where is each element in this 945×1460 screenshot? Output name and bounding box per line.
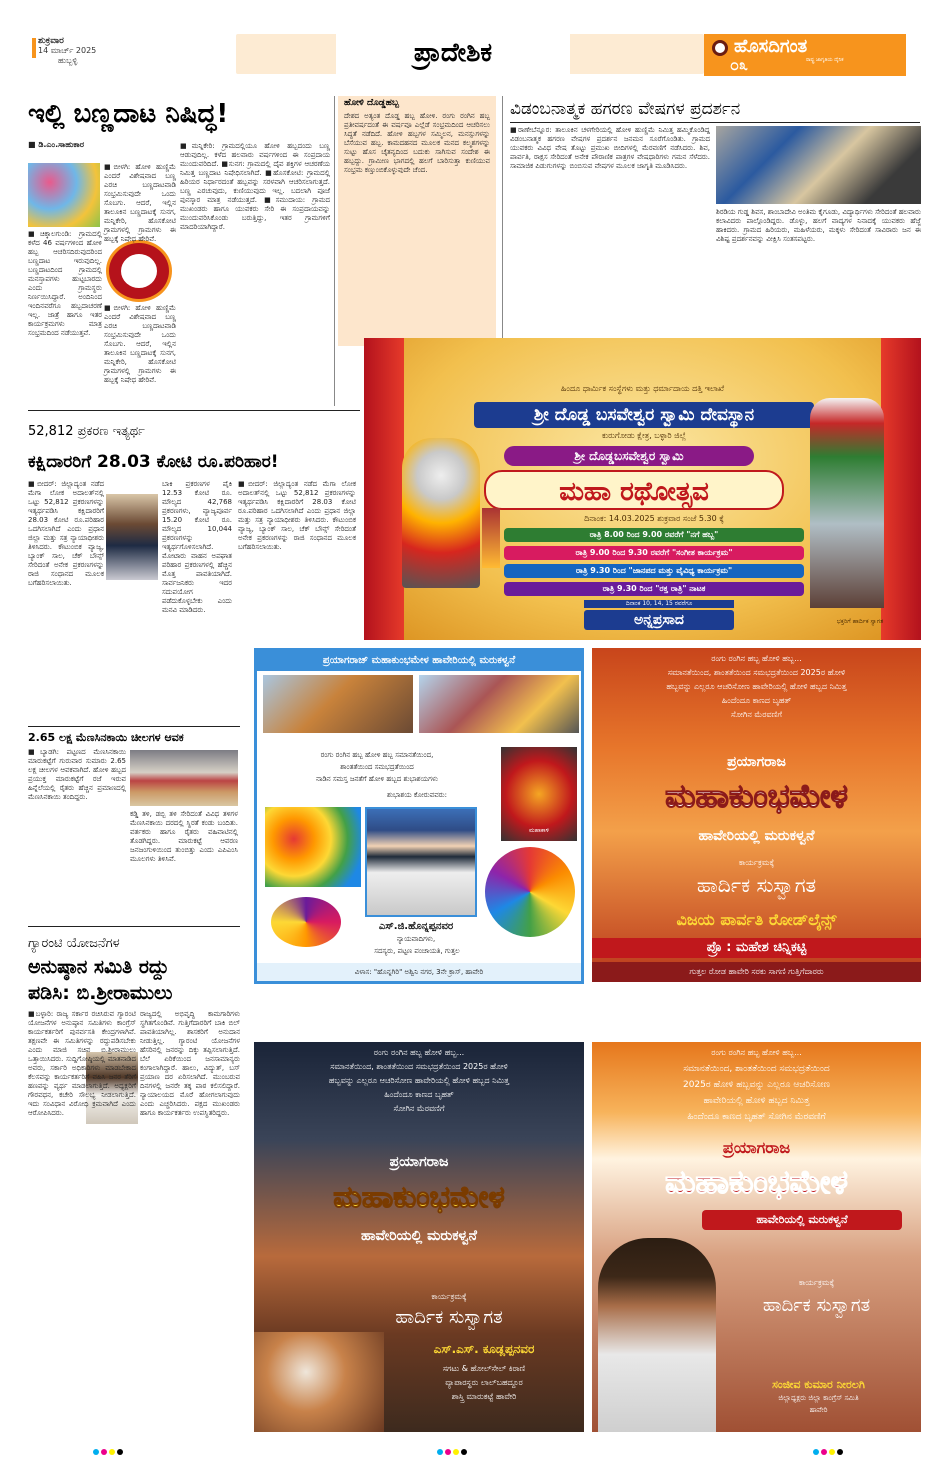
- bags-col1: ■ಬ್ಯಾಡಗಿ: ಪಟ್ಟಣದ ಮೆಣಸಿನಕಾಯಿ ಮಾರುಕಟ್ಟೆಗೆ ಗುರುವಾರ ಸುಮಾರು 2.65 ಲಕ್ಷ ಚೀಲಗಳ ಆವಕವಾಗಿದೆ. ಹೋಳಿ ಹಬ್ಬದ ಪ್ರಯುಕ್ತ ಮಾರುಕಟ್ಟೆಗೆ ರಜೆ ಇರುವ ಹಿನ್ನೆಲೆಯಲ್ಲಿ ರೈತರು ಹೆಚ್ಚಿನ ಪ್ರಮಾಣದಲ್ಲಿ ಮೆಣಸಿನಕಾಯಿ ತಂದಿದ್ದರು.: [28, 748, 126, 801]
- honnappa-address: ವಿಳಾಸ: "ಹೊನ್ನಗಿರಿ" ಅಶ್ವಿನಿ ನಗರ, 3ನೇ ಕ್ರಾಸ್, ಹಾವೇರಿ: [257, 963, 581, 981]
- temple-food: ಅನ್ನಪ್ರಸಾದ: [584, 610, 734, 630]
- judge-photo: [106, 494, 158, 580]
- temple-row-3: ರಾತ್ರಿ 9.30 ರಿಂದ "ಜಾನಪದ ಮತ್ತು ವೈವಿಧ್ಯ ಕಾರ್ಯಕ್ರಮ": [504, 564, 804, 578]
- kudlappa-line2: ವ್ಯಾಪಾರಸ್ಥರು ಲಾಲ್‌ಬಹದ್ದೂರ: [445, 1378, 523, 1387]
- temple-chariot-photo: [810, 398, 884, 608]
- vijaya-intro2: ಸಮಾನತೆಯಿಂದ, ಶಾಂತತೆಯಿಂದ ಸಮಭದ್ರತೆಯಿಂದ 2025ರ ಹೋಳಿ: [667, 668, 846, 677]
- temple-footer: ಭಕ್ತರಿಗೆ ಹಾರ್ದಿಕ ಸ್ವಾಗತ: [836, 618, 884, 625]
- sanjeev-intro2: ಸಮಾನತೆಯಿಂದ, ಶಾಂತತೆಯಿಂದ ಸಮಭದ್ರತೆಯಿಂದ: [683, 1064, 830, 1074]
- sanjeev-intro3: 2025ರ ಹೋಳಿ ಹಬ್ಬವನ್ನು ಎಲ್ಲರೂ ಆಚರಿಸೋಣ: [682, 1080, 831, 1090]
- honnappa-role2: ಸದಸ್ಯರು, ಪಟ್ಟಣ ಪಂಚಾಯತಿ, ಗುತ್ತಲ: [374, 947, 460, 955]
- sanjeev-city: ಹಾವೇರಿ: [809, 1406, 828, 1414]
- vijaya-program: ಕಾರ್ಯಕ್ರಮಕ್ಕೆ: [738, 858, 775, 867]
- colours-col1: ■ಬೀಳಗಿ: ಹೋಳಿ ಹುಣ್ಣಿಮೆ ಎಂದರೆ ವಿಶೇಷವಾದ ಬಣ್ಣ ಎರಚಿ ಬಣ್ಣದಾಟವಾಡಿ ಸಂಭ್ರಮಿಸುವುದೇ ಒಂದು ಸೊಬಗು. ಆದರೆ, ಇಲ್ಲಿನ ತಾಲೂಕಿನ ಬಣ್ಣದಾಟಕ್ಕೆ ಸುನಗ, ಮನ್ನಿಕೇರಿ, ಹೊಸಕೋಟಿ ಗ್ರಾಮಗಳಲ್ಲಿ ಗ್ರಾಮಗಳು ಈ ಹಬ್ಬಕ್ಕೆ ನಿಷೇಧ ಹೇರಿವೆ.: [104, 163, 176, 243]
- paper-logo-seal: [712, 40, 728, 56]
- colours-logo-inner: [121, 254, 157, 288]
- day-label: ಶುಕ್ರವಾರ: [38, 36, 64, 46]
- temple-place: ಕುರುಗೋಡು ಕ್ಷೇತ್ರ, ಬಳ್ಳಾರಿ ಜಿಲ್ಲೆ: [602, 431, 686, 440]
- vijaya-intro4: ಹಿಂದೆಂದೂ ಕಾಣದ ಬೃಹತ್: [721, 696, 792, 705]
- vijaya-footer: ಗುತ್ತಲ ರೋಡ ಹಾವೇರಿ ಸರಕು ಸಾಗಣಿ ಗುತ್ತಿಗೆದಾರರು: [592, 962, 921, 982]
- holi-box-title: ಹೋಳಿ ದೊಡ್ಡಹಬ್ಬ: [344, 98, 399, 108]
- compensation-col1: ■ಬೀದರ್: ಜಿಲ್ಲಾದ್ಯಂತ ನಡೆದ ಮೆಗಾ ಲೋಕ ಅದಾಲತ್‌ನಲ್ಲಿ ಒಟ್ಟು 52,812 ಪ್ರಕರಣಗಳನ್ನು ಇತ್ಯರ್ಥಪಡಿಸಿ ಕಕ್ಷಿದಾರರಿಗೆ 28.03 ಕೋಟಿ ರೂ.ಪರಿಹಾರ ಒದಗಿಸಲಾಗಿದೆ ಎಂದು ಪ್ರಧಾನ ಜಿಲ್ಲಾ ಮತ್ತು ಸತ್ರ ನ್ಯಾಯಾಧೀಶರು ತಿಳಿಸಿದರು. ಕೌಟುಂಬಿಕ ವ್ಯಾಜ್ಯ, ಬ್ಯಾಂಕ್ ಸಾಲ, ಚೆಕ್ ಬೌನ್ಸ್ ಸೇರಿದಂತೆ ಅನೇಕ ಪ್ರಕರಣಗಳನ್ನು ರಾಜಿ ಸಂಧಾನದ ಮೂಲಕ ಬಗೆಹರಿಸಲಾಯಿತು.: [28, 480, 104, 587]
- sadhu-photo: [254, 1332, 384, 1432]
- colours-logo-badge: [106, 240, 172, 302]
- temple-row-2: ರಾತ್ರಿ 9.00 ರಿಂದ 9.30 ರವರೆಗೆ "ಸಂಗೀತ ಕಾರ್ಯಕ್ರಮ": [504, 546, 804, 560]
- honnappa-line3: ನಾಡಿನ ಸಮಸ್ತ ಜನತೆಗೆ ಹೋಳಿ ಹಬ್ಬದ ಶುಭಾಶಯಗಳು: [316, 775, 438, 783]
- compensation-headline: ಕಕ್ಷಿದಾರರಿಗೆ 28.03 ಕೋಟಿ ರೂ.ಪರಿಹಾರ!: [28, 452, 279, 472]
- vijaya-prayag: ಪ್ರಯಾಗರಾಜ: [727, 754, 786, 770]
- costume-rule: [510, 122, 920, 123]
- rule-bags: [28, 726, 240, 727]
- sanjeev-intro1: ರಂಗು ರಂಗಿನ ಹಬ್ಬ ಹೋಳಿ ಹಬ್ಬ...: [711, 1048, 802, 1057]
- honnappa-ad: [254, 648, 584, 984]
- swirl-art: [271, 897, 341, 947]
- sanjeev-role: ಜಿಲ್ಲಾಧ್ಯಕ್ಷರು ಜಿಲ್ಲಾ ಕಾಂಗ್ರೆಸ್ ಸಮಿತಿ: [778, 1394, 859, 1402]
- honnappa-line1: ರಂಗು ರಂಗಿನ ಹಬ್ಬ ಹೋಳಿ ಹಬ್ಬ ಸಮಾನತೆಯಿಂದ,: [320, 751, 434, 759]
- masthead: [0, 0, 945, 92]
- kudlappa-intro3: ಹಬ್ಬವನ್ನು ಎಲ್ಲರೂ ಆಚರಿಸೋಣ ಹಾವೇರಿಯಲ್ಲಿ ಹೋಳಿ ಹಬ್ಬದ ನಿಮಿತ್ತ: [328, 1076, 510, 1085]
- sanjeev-name: ಸಂಜೀವ ಕುಮಾರ ನೀರಲಗಿ: [772, 1378, 865, 1391]
- paper-name: ಹೊಸದಿಗಂತ: [734, 36, 808, 57]
- kudlappa-intro5: ಸೋಗಿನ ಮೆರವಣಿಗೆ: [393, 1104, 445, 1113]
- bags-headline: 2.65 ಲಕ್ಷ ಮೆಣಸಿನಕಾಯಿ ಚೀಲಗಳ ಆವಕ: [28, 731, 184, 744]
- rule-compensation: [28, 410, 360, 411]
- print-marks-right: [812, 1440, 844, 1459]
- colours-col1b: ■ಚಿಕ್ಕಾಲಗುಂಡಿ: ಗ್ರಾಮದಲ್ಲಿ ಕಳೆದ 46 ವರ್ಷಗಳಿಂದ ಹೋಳಿ ಹಬ್ಬ ಆಚರಿಸದಿರುವುದರಿಂದ ಬಣ್ಣದಾಟ ಇರುವುದಿಲ್ಲ. ಬಣ್ಣದಾಟದಿಂದ ಗ್ರಾಮದಲ್ಲಿ ಮನಸ್ತಾಪಗಳು ಹುಟ್ಟಬಾರದು ಎಂದು ಗ್ರಾಮಸ್ಥರು ನಿರ್ಣಯಿಸಿದ್ದಾರೆ. ಅಂದಿನಿಂದ ಇಂದಿನವರೆಗೂ ಹಬ್ಬದಾಚರಣೆ ಇಲ್ಲ. ಜಾತ್ರೆ ಹಾಗೂ ಇತರ ಕಾರ್ಯಕ್ರಮಗಳು ಮಾತ್ರ ಸಂಭ್ರಮದಿಂದ ನಡೆಯುತ್ತವೆ.: [28, 230, 102, 337]
- temple-date: ದಿನಾಂಕ: 14.03.2025 ಶುಕ್ರವಾರ ಸಂಜೆ 5.30 ಕ್ಕೆ: [584, 514, 724, 523]
- temple-event: ಮಹಾ ರಥೋತ್ಸವ: [484, 470, 784, 510]
- compensation-kicker: 52,812 ಪ್ರಕರಣ ಇತ್ಯರ್ಥ: [28, 424, 145, 439]
- sanjeev-sub: ಹಾವೇರಿಯಲ್ಲಿ ಮರುಕಳ್ವನೆ: [702, 1210, 902, 1230]
- temple-curtain-right: [881, 338, 921, 640]
- kudlappa-ad: [254, 1042, 584, 1432]
- compensation-col3: ■ಬೀದರ್: ಜಿಲ್ಲಾದ್ಯಂತ ನಡೆದ ಮೆಗಾ ಲೋಕ ಅದಾಲತ್‌ನಲ್ಲಿ ಒಟ್ಟು 52,812 ಪ್ರಕರಣಗಳನ್ನು ಇತ್ಯರ್ಥಪಡಿಸಿ ಕಕ್ಷಿದಾರರಿಗೆ 28.03 ಕೋಟಿ ರೂ.ಪರಿಹಾರ ಒದಗಿಸಲಾಗಿದೆ ಎಂದು ಪ್ರಧಾನ ಜಿಲ್ಲಾ ಮತ್ತು ಸತ್ರ ನ್ಯಾಯಾಧೀಶರು ತಿಳಿಸಿದರು. ಕೌಟುಂಬಿಕ ವ್ಯಾಜ್ಯ, ಬ್ಯಾಂಕ್ ಸಾಲ, ಚೆಕ್ ಬೌನ್ಸ್ ಸೇರಿದಂತೆ ಅನೇಕ ಪ್ರಕರಣಗಳನ್ನು ರಾಜಿ ಸಂಧಾನದ ಮೂಲಕ ಬಗೆಹರಿಸಲಾಯಿತು.: [238, 480, 356, 551]
- temple-dates-small: ದಿನಾಂಕ 10, 14, 15 ರವರೆಗೂ: [584, 600, 734, 608]
- kudlappa-prayag: ಪ್ರಯಾಗರಾಜ: [389, 1154, 449, 1170]
- costume-text: ■ರಾಣೇಬೆನ್ನೂರ: ತಾಲೂಕಿನ ಚಳಗೇರಿಯಲ್ಲಿ ಹೋಳಿ ಹುಣ್ಣಿಮೆ ನಿಮಿತ್ತ ಹಮ್ಮಿಕೊಂಡಿದ್ದ ವಿಡಂಬನಾತ್ಮಕ ಹಗರಣ ವೇಷಗಳ ಪ್ರದರ್ಶನ ಜನಮನ ಸೂರೆಗೊಂಡಿತು. ಗ್ರಾಮದ ಯುವಕರು ವಿವಿಧ ವೇಷ ತೊಟ್ಟು ಪ್ರಮುಖ ಬೀದಿಗಳಲ್ಲಿ ಮೆರವಣಿಗೆ ನಡೆಸಿದರು. ಶಿವ, ಪಾರ್ವತಿ, ರಾಕ್ಷಸ ಸೇರಿದಂತೆ ಅನೇಕ ಪೌರಾಣಿಕ ಪಾತ್ರಗಳ ವೇಷಧಾರಿಗಳು ಗಮನ ಸೆಳೆದರು. ಸಾಮಾಜಿಕ ಪಿಡುಗುಗಳನ್ನು ಬಿಂಬಿಸುವ ವೇಷಗಳ ಮೂಲಕ ಜಾಗೃತಿ ಮೂಡಿಸಿದರು.: [510, 126, 710, 170]
- date-label: 14 ಮಾರ್ಚ್ 2025: [38, 46, 97, 55]
- paper-tagline: ರಾಷ್ಟ್ರ ಜಾಗೃತಿಯ ದೈನಿಕ: [806, 57, 844, 63]
- honnappa-header: ಪ್ರಯಾಗರಾಜ್ ಮಹಾಕುಂಭಮೇಳ ಹಾವೇರಿಯಲ್ಲಿ ಮರುಕಳ್ವನೆ: [257, 651, 581, 671]
- kudlappa-sub: ಹಾವೇರಿಯಲ್ಲಿ ಮರುಕಳ್ವನೆ: [361, 1228, 477, 1244]
- vijaya-firm: ವಿಜಯ ಪಾರ್ವತಿ ರೋಡ್‌ಲೈನ್ಸ್: [676, 910, 837, 929]
- kali-photo: [501, 747, 577, 841]
- colours-byline: ■ ಡಿ.ಎಂ.ಸಾಹುಕಾರ: [28, 140, 84, 149]
- temple-curtain-left: [364, 338, 404, 640]
- colours-photo: [28, 163, 100, 227]
- kudlappa-intro2: ಸಮಾನತೆಯಿಂದ, ಶಾಂತತೆಯಿಂದ ಸಮಭದ್ರತೆಯಿಂದ 2025ರ ಹೋಳಿ: [330, 1062, 508, 1071]
- temple-subtitle: ಶ್ರೀ ದೊಡ್ಡಬಸವೇಶ್ವರ ಸ್ವಾಮಿ: [504, 446, 754, 466]
- vijaya-intro1: ರಂಗು ರಂಗಿನ ಹಬ್ಬ ಹೋಳಿ ಹಬ್ಬ...: [711, 654, 802, 663]
- section-title: ಪ್ರಾದೇಶಿಕ: [413, 38, 493, 68]
- costume-text2: ಶಿರಡಿಯ ಗುಡ್ಡ ಶಿವಸ, ಶಾಂಬಾದೇವಿ ಅಂತಿಮ ಕೈಗೂಡು, ವಿದ್ಯಾರ್ಥಿಗಳು ಸೇರಿದಂತೆ ಹಲವಾರು ಕಲಾವಿದರು ಪಾಲ್ಗೊಂಡಿದ್ದರು. ಡೊಳ್ಳು, ಹಲಗೆ ವಾದ್ಯಗಳ ನಿನಾದಕ್ಕೆ ಯುವಕರು ಹೆಜ್ಜೆ ಹಾಕಿದರು. ಗ್ರಾಮದ ಹಿರಿಯರು, ಮಹಿಳೆಯರು, ಮಕ್ಕಳು ಸೇರಿದಂತೆ ಸಾವಿರಾರು ಜನ ಈ ವಿಶಿಷ್ಟ ಪ್ರದರ್ಶನವನ್ನು ವೀಕ್ಷಿಸಿ ಸಂತಸಪಟ್ಟರು.: [716, 208, 921, 243]
- kudlappa-program: ಕಾರ್ಯಕ್ರಮಕ್ಕೆ: [431, 1292, 467, 1301]
- sanjeev-title: ಮಹಾಕುಂಭಮೇಳ: [665, 1163, 848, 1201]
- kudlappa-title: ಮಹಾಕುಂಭಮೇಳ: [333, 1180, 505, 1215]
- sanjeev-prayag: ಪ್ರಯಾಗರಾಜ: [722, 1138, 791, 1157]
- kudlappa-welcome: ಹಾರ್ದಿಕ ಸುಸ್ವಾಗತ: [395, 1307, 503, 1328]
- honnappa-photo-left: [263, 675, 413, 733]
- holi-box-text: ದೇಶದ ಅತ್ಯಂತ ದೊಡ್ಡ ಹಬ್ಬ ಹೋಳಿ. ರಂಗು ರಂಗಿನ ಹಬ್ಬ ಪ್ರತೀವರ್ಷದಂತೆ ಈ ವರ್ಷವೂ ಎಲ್ಲೆಡೆ ಸಂಭ್ರಮದಿಂದ ಆಚರಿಸಲು ಸಿದ್ಧತೆ ನಡೆದಿದೆ. ಹೋಳಿ ಹಬ್ಬಗಳ ಸಮ್ಮಿಲನ, ಮನಸ್ಸುಗಳನ್ನು ಬೆಸೆಯುವ ಹಬ್ಬ. ಕಾಮದಹನದ ಮೂಲಕ ಮನದ ಕಲ್ಮಶಗಳನ್ನು ಸುಟ್ಟು ಹೊಸ ಚೈತನ್ಯದಿಂದ ಬದುಕು ಸಾಗಿಸುವ ಸಂದೇಶ ಈ ಹಬ್ಬದ್ದು. ಗ್ರಾಮೀಣ ಭಾಗದಲ್ಲಿ ಹಲಗೆ ಬಾರಿಸುತ್ತಾ ಕುಣಿಯುವ ಸಂಭ್ರಮ ಕಣ್ತುಂಬಿಕೊಳ್ಳುವುದೇ ಚೆಂದ.: [344, 112, 490, 174]
- sanjeev-welcome: ಹಾರ್ದಿಕ ಸುಸ್ವಾಗತ: [762, 1295, 871, 1316]
- guarantee-kicker: ಗ್ಯಾರಂಟಿ ಯೋಜನೆಗಳ: [28, 936, 120, 951]
- kudlappa-name: ಎಸ್.ಎಸ್. ಕೂಡ್ಲಪ್ಪನವರ: [433, 1342, 535, 1356]
- colours-col1c: ■ಬೀಳಗಿ: ಹೋಳಿ ಹುಣ್ಣಿಮೆ ಎಂದರೆ ವಿಶೇಷವಾದ ಬಣ್ಣ ಎರಚಿ ಬಣ್ಣದಾಟವಾಡಿ ಸಂಭ್ರಮಿಸುವುದೇ ಒಂದು ಸೊಬಗು. ಆದರೆ, ಇಲ್ಲಿನ ತಾಲೂಕಿನ ಬಣ್ಣದಾಟಕ್ಕೆ ಸುನಗ, ಮನ್ನಿಕೇರಿ, ಹೊಸಕೋಟಿ ಗ್ರಾಮಗಳಲ್ಲಿ ಗ್ರಾಮಗಳು ಈ ಹಬ್ಬಕ್ಕೆ ನಿಷೇಧ ಹೇರಿವೆ.: [104, 304, 176, 384]
- temple-org-line: ಹಿಂದೂ ಧಾರ್ಮಿಕ ಸಂಸ್ಥೆಗಳು ಮತ್ತು ಧರ್ಮಾದಾಯ ದತ್ತಿ ಇಲಾಖೆ: [560, 384, 725, 393]
- vijaya-person: ಪ್ರೊ : ಮಹೇಶ ಚಿನ್ನಿಕಟ್ಟಿ: [592, 938, 921, 958]
- page-number: ೦೩: [730, 55, 748, 74]
- kali-caption: ಮಹಾಕಾಳಿ: [528, 827, 550, 834]
- top-rule-right: [502, 96, 503, 346]
- vijaya-intro3: ಹಬ್ಬವನ್ನು ಎಲ್ಲರೂ ಆಚರಿಸೋಣ ಹಾವೇರಿಯಲ್ಲಿ ಹೋಳಿ ಹಬ್ಬದ ನಿಮಿತ್ತ: [666, 682, 847, 691]
- city-label: ಹುಬ್ಬಳ್ಳಿ: [58, 56, 78, 65]
- honnappa-role1: ನ್ಯಾಯವಾದಿಗಳು,: [396, 935, 436, 943]
- vijaya-welcome: ಹಾರ್ದಿಕ ಸುಸ್ವಾಗತ: [696, 873, 817, 897]
- col-rule: [334, 96, 335, 406]
- colours-headline: ಇಲ್ಲಿ ಬಣ್ಣದಾಟ ನಿಷಿದ್ಧ!: [28, 99, 229, 129]
- honnappa-portrait: [365, 807, 477, 917]
- costume-headline: ವಿಡಂಬನಾತ್ಮಕ ಹಗರಣ ವೇಷಗಳ ಪ್ರದರ್ಶನ: [510, 99, 741, 119]
- kudlappa-line1: ಸಗಟು & ಹೋಲ್‌ಸೇಲ್ ಕಿರಾಣಿ: [442, 1364, 526, 1373]
- honnappa-name: ಎಸ್.ಜಿ.ಹೊನ್ನಪ್ಪನವರ: [378, 921, 454, 932]
- paper-logo: [704, 34, 906, 76]
- kudlappa-intro1: ರಂಗು ರಂಗಿನ ಹಬ್ಬ ಹೋಳಿ ಹಬ್ಬ...: [373, 1048, 465, 1057]
- compensation-col2: ಬಾಕಿ ಪ್ರಕರಣಗಳ ಪೈಕಿ 12.53 ಕೋಟಿ ರೂ. ಮೌಲ್ಯದ 42,768 ಪ್ರಕರಣಗಳು, ವ್ಯಾಜ್ಯಪೂರ್ವ 15.20 ಕೋಟಿ ರೂ. ಮೌಲ್ಯದ 10,044 ಪ್ರಕರಣಗಳನ್ನು ಇತ್ಯರ್ಥಗೊಳಿಸಲಾಗಿದೆ. ಮೋಟಾರು ವಾಹನ ಅಪಘಾತ ಪರಿಹಾರ ಪ್ರಕರಣಗಳಲ್ಲಿ ಹೆಚ್ಚಿನ ಮೊತ್ತ ಪಾವತಿಯಾಗಿದೆ. ಸಾರ್ವಜನಿಕರು ಇದರ ಸದುಪಯೋಗ ಪಡೆದುಕೊಳ್ಳಬೇಕು ಎಂದು ಮನವಿ ಮಾಡಿದರು.: [162, 480, 232, 614]
- honnappa-photo-right: [419, 675, 579, 733]
- vijaya-sub: ಹಾವೇರಿಯಲ್ಲಿ ಮರುಕಳ್ವನೆ: [698, 828, 815, 844]
- hands-art: [485, 847, 575, 937]
- temple-saint-photo: [482, 508, 500, 568]
- honnappa-line2: ಶಾಂತತೆಯಿಂದ ಸಮಭದ್ರತೆಯಿಂದ: [340, 763, 414, 771]
- guarantee-col2: ರಾಜ್ಯದಲ್ಲಿ ಅಭಿವೃದ್ಧಿ ಕಾಮಗಾರಿಗಳು ಸ್ಥಗಿತಗೊಂಡಿವೆ. ಗುತ್ತಿಗೆದಾರರಿಗೆ ಬಾಕಿ ಬಿಲ್ ಪಾವತಿಯಾಗಿಲ್ಲ. ಶಾಸಕರಿಗೆ ಅನುದಾನ ನೀಡುತ್ತಿಲ್ಲ. ಗ್ಯಾರಂಟಿ ಯೋಜನೆಗಳ ಹೆಸರಿನಲ್ಲಿ ಜನರನ್ನು ದಿಕ್ಕು ತಪ್ಪಿಸಲಾಗುತ್ತಿದೆ. ಬೆಲೆ ಏರಿಕೆಯಿಂದ ಜನಸಾಮಾನ್ಯರು ಕಂಗಾಲಾಗಿದ್ದಾರೆ. ಹಾಲು, ವಿದ್ಯುತ್, ಬಸ್ ಪ್ರಯಾಣ ದರ ಏರಿಸಲಾಗಿದೆ. ಮುಂಬರುವ ದಿನಗಳಲ್ಲಿ ಜನರೇ ತಕ್ಕ ಪಾಠ ಕಲಿಸಲಿದ್ದಾರೆ. ನ್ಯಾಯಾಲಯದ ಮೊರೆ ಹೋಗಲಾಗುವುದು ಎಂದು ಎಚ್ಚರಿಸಿದರು. ಪಕ್ಷದ ಮುಖಂಡರು ಹಾಗೂ ಕಾರ್ಯಕರ್ತರು ಉಪಸ್ಥಿತರಿದ್ದರು.: [140, 1010, 240, 1117]
- colours-col2: ■ಮನ್ನಿಕೇರಿ: ಗ್ರಾಮದಲ್ಲಿಯೂ ಹೋಳಿ ಹಬ್ಬದಂದು ಬಣ್ಣ ಆಡುವುದಿಲ್ಲ. ಕಳೆದ ಹಲವಾರು ವರ್ಷಗಳಿಂದ ಈ ಸಂಪ್ರದಾಯ ಮುಂದುವರಿದಿದೆ. ■ಸುನಗ: ಗ್ರಾಮದಲ್ಲಿ ದೈವ ಶಕ್ತಿಗಳ ಆಚರಣೆಯ ನಿಮಿತ್ತ ಬಣ್ಣದಾಟ ನಿಷೇಧಿಸಲಾಗಿದೆ. ■ಹೊಸಕೋಟಿ: ಗ್ರಾಮದಲ್ಲಿ ಹಿರಿಯರ ನಿರ್ಧಾರದಂತೆ ಹಬ್ಬವನ್ನು ಸರಳವಾಗಿ ಆಚರಿಸಲಾಗುತ್ತದೆ. ಬಣ್ಣ ಎರಚುವುದು, ಕುಣಿಯುವುದು ಇಲ್ಲ. ಬದಲಾಗಿ ಪೂಜೆ ಪುನಸ್ಕಾರ ಮಾತ್ರ ನಡೆಯುತ್ತದೆ. ■ಸಮುದಾಯ: ಗ್ರಾಮದ ಮುಖಂಡರು ಹಾಗೂ ಯುವಕರು ಸೇರಿ ಈ ಸಂಪ್ರದಾಯವನ್ನು ಮುಂದುವರಿಸಿಕೊಂಡು ಬರುತ್ತಿದ್ದು, ಇತರ ಗ್ರಾಮಗಳಿಗೆ ಮಾದರಿಯಾಗಿದ್ದಾರೆ.: [180, 142, 330, 231]
- temple-row-4: ರಾತ್ರಿ 9.30 ರಿಂದ "ರಕ್ತ ರಾತ್ರಿ" ನಾಟಕ: [504, 582, 804, 596]
- temple-ad: [364, 338, 921, 640]
- sanjeev-intro5: ಹಿಂದೆಂದೂ ಕಾಣದ ಬೃಹತ್ ಸೋಗಿನ ಮೆರವಣಿಗೆ: [687, 1112, 826, 1122]
- temple-row-1: ರಾತ್ರಿ 8.00 ರಿಂದ 9.00 ರವರೆಗೆ "ನಗೆ ಹಬ್ಬ": [504, 528, 804, 542]
- guarantee-headline-1: ಅನುಷ್ಠಾನ ಸಮಿತಿ ರದ್ದು: [28, 956, 169, 978]
- kudlappa-line3: ಶಾಸ್ತ್ರಿ ಮಾರುಕಟ್ಟೆ ಹಾವೇರಿ: [451, 1392, 517, 1401]
- temple-title: ಶ್ರೀ ದೊಡ್ಡ ಬಸವೇಶ್ವರ ಸ್ವಾಮಿ ದೇವಸ್ಥಾನ: [474, 402, 814, 428]
- print-marks-center: [436, 1440, 468, 1459]
- costume-photo: [716, 126, 921, 204]
- holi-box: [338, 96, 496, 346]
- kudlappa-intro4: ಹಿಂದೆಂದೂ ಕಾಣದ ಬೃಹತ್: [384, 1090, 454, 1099]
- vijaya-intro5: ಸೋಗಿನ ಮೆರವಣಿಗೆ: [731, 710, 782, 719]
- temple-left-photo: [402, 438, 480, 588]
- bags-col2: ಕಡ್ಡಿ ತಳಿ, ಡಬ್ಬಿ ತಳಿ ಸೇರಿದಂತೆ ವಿವಿಧ ತಳಿಗಳ ಮೆಣಸಿನಕಾಯಿ ದರದಲ್ಲಿ ಸ್ಥಿರತೆ ಕಂಡು ಬಂದಿತು. ವರ್ತಕರು ಹಾಗೂ ರೈತರು ವಹಿವಾಟಿನಲ್ಲಿ ತೊಡಗಿದ್ದರು. ಮಾರುಕಟ್ಟೆ ಆವರಣ ಜನಜಂಗುಳಿಯಿಂದ ತುಂಬಿತ್ತು ಎಂದು ಎಪಿಎಂಸಿ ಮೂಲಗಳು ತಿಳಿಸಿವೆ.: [130, 810, 238, 863]
- vijaya-ad: [592, 648, 921, 982]
- date-block: [38, 36, 128, 66]
- rule-guarantee: [28, 926, 240, 927]
- sanjeev-portrait: [598, 1238, 716, 1432]
- sanjeev-program: ಕಾರ್ಯಕ್ರಮಕ್ಕೆ: [798, 1278, 835, 1287]
- guarantee-headline-2: ಪಡಿಸಿ: ಬಿ.ಶ್ರೀರಾಮುಲು: [28, 982, 173, 1004]
- sanjeev-intro4: ಹಾವೇರಿಯಲ್ಲಿ ಹೋಳಿ ಹಬ್ಬದ ನಿಮಿತ್ತ: [703, 1096, 810, 1106]
- vijaya-title: ಮಹಾಕುಂಭಮೇಳ: [665, 777, 848, 815]
- honnappa-wishes: ಶುಭಾಶಯ ಕೋರುವವರು:: [387, 791, 447, 799]
- print-marks-left: [92, 1440, 124, 1459]
- colour-powder-photo: [265, 807, 361, 887]
- sanjeev-ad: [592, 1042, 921, 1432]
- bags-photo: [130, 750, 238, 806]
- guarantee-col1: ■ಬಳ್ಳಾರಿ: ರಾಜ್ಯ ಸರ್ಕಾರ ರಚಿಸಿರುವ ಗ್ಯಾರಂಟಿ ಯೋಜನೆಗಳ ಅನುಷ್ಠಾನ ಸಮಿತಿಗಳು ಕಾಂಗ್ರೆಸ್ ಕಾರ್ಯಕರ್ತರಿಗೆ ಪುನರ್ವಸತಿ ಕೇಂದ್ರಗಳಾಗಿವೆ. ತಕ್ಷಣವೇ ಈ ಸಮಿತಿಗಳನ್ನು ರದ್ದುಪಡಿಸಬೇಕು ಎಂದು ಮಾಜಿ ಸಚಿವ ಬಿ.ಶ್ರೀರಾಮುಲು ಒತ್ತಾಯಿಸಿದರು. ಸುದ್ದಿಗೋಷ್ಠಿಯಲ್ಲಿ ಮಾತನಾಡಿದ ಅವರು, ಸರ್ಕಾರಿ ಅಧಿಕಾರಿಗಳು ಮಾಡಬೇಕಾದ ಕೆಲಸವನ್ನು ಕಾರ್ಯಕರ್ತರಿಗೆ ವಹಿಸಿ ಜನರ ತೆರಿಗೆ ಹಣವನ್ನು ವ್ಯರ್ಥ ಮಾಡಲಾಗುತ್ತಿದೆ. ಅಧ್ಯಕ್ಷರಿಗೆ ಗೌರವಧನ, ಕಚೇರಿ ಸೌಲಭ್ಯ ನೀಡಲಾಗುತ್ತಿದೆ. ಇದು ಸಂವಿಧಾನ ವಿರೋಧಿ ಕ್ರಮವಾಗಿದೆ ಎಂದು ಆರೋಪಿಸಿದರು.: [28, 1010, 136, 1117]
